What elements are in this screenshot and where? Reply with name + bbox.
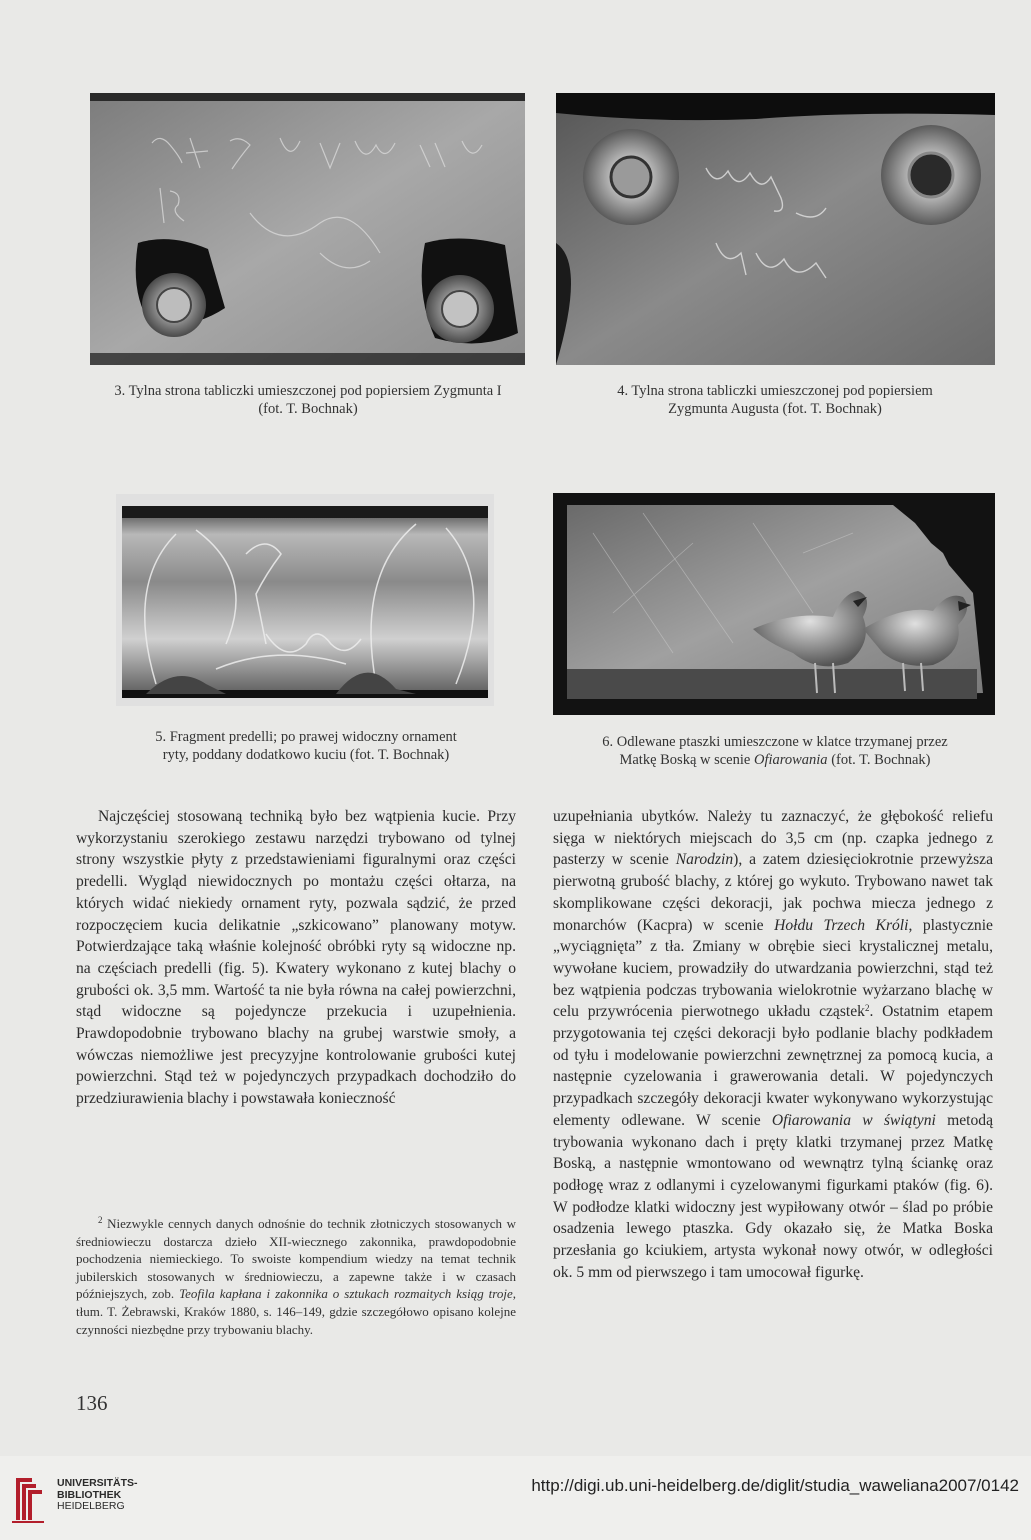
figure-4-caption-line2: Zygmunta Augusta (fot. T. Bochnak) [668,401,882,417]
library-footer [0,1456,1031,1540]
right-em-holdu: Hołdu Trzech Króli [774,916,909,934]
library-name-line3: HEIDELBERG [57,1500,125,1512]
figure-3-caption-line2: (fot. T. Bochnak) [258,401,358,417]
left-column [76,806,516,1110]
library-name-line1: UNIVERSITÄTS- [57,1477,138,1489]
right-em-ofiarowania: Ofiarowania w świątyni [771,1111,936,1129]
footnote [76,1215,516,1338]
source-url-link[interactable]: http://digi.ub.uni-heidelberg.de/diglit/studia_waweliana2007/0142 [531,1476,1019,1495]
figure-5-photo [116,494,494,706]
right-text-5: metodą trybowania wykonano dach i pręty klatki trzymanej przez Matkę Boską, a następnie wmontowano od wewnątrz tylną ściankę oraz podłogę wraz z odlanymi i cyzelowanymi figurkami ptaków (fig. 6). W podłodze klatki widoczny jest wypiłowany otwór – ślad po próbie osadzenia lewego ptaszka. Gdy okazało się, że Matka Boska przesłania go kciukiem, artysta wykonał nowy otwór, w odległości ok. 5 mm od pierwszego i tam umocował figurkę. [553,1111,993,1281]
library-name [57,1478,138,1513]
right-text-2: ), a zatem dziesięciokrotnie przewyższa pierwotną grubość blachy, z której go wykuto. Trybowano nawet tak skomplikowane części dekoracji, jak pochwa miecza jednego z monarchów (Kacpra) w scenie [553,851,993,934]
right-em-narodzin: Narodzin [675,851,734,869]
footnote-marker: 2 [98,1215,103,1225]
figure-6-caption-credit: (fot. T. Bochnak) [827,752,931,768]
library-logo-icon [10,1474,46,1524]
figure-5-caption-line1: 5. Fragment predelli; po prawej widoczny ornament [155,729,457,745]
figure-4-photo [556,93,995,365]
library-name-line2: BIBLIOTHEK [57,1488,122,1501]
right-text-4: . Ostatnim etapem przygotowania tej części dekoracji było podlanie blachy podkładem od tyłu i modelowanie powierzchni zewnętrznej za pomocą kucia, a następnie cyzelowania i grawerowania detali. W pojedynczych przypadkach szczegóły dekoracji kwater wykonywano wykorzystując elementy odlewane. W scenie [553,1003,993,1129]
figure-3-caption [78,382,538,418]
figure-6-photo [553,493,995,715]
right-column-paragraph [553,806,993,1283]
page-number: 136 [76,1391,108,1415]
left-column-paragraph: Najczęściej stosowaną techniką było bez wątpienia kucie. Przy wykorzystaniu szerokiego zestawu narzędzi trybowano od tylnej strony wszystkie płyty z przedstawieniami figuralnymi oraz części predelli. Wygląd niewidocznych po montażu części ołtarza, na których widać niekiedy ornament ryty, pozwala sądzić, że przed rozpoczęciem kucia delikatnie „szkicowano” planowany motyw. Potwierdzające taką właśnie kolejność obróbki ryty są widoczne np. na częściach predelli (fig. 5). Kwatery wykonano z kutej blachy o grubości ok. 3,5 mm. Wartość ta nie była równa na całej powierzchni, stąd widoczne są pojedyncze przekucia i uzupełnienia. Prawdopodobnie trybowano blachy na grubej warstwie smoły, a wówczas niemożliwe jest precyzyjne kontrolowanie grubości kutej powierzchni. Stąd też w pojedynczych przypadkach dochodziło do przedziurawienia blachy i powstawała konieczność [76,808,516,1108]
right-text-3: , plastycznie „wyciągnięta” z tła. Zmiany w obrębie sieci krystalicznej metalu, wywołane kuciem, prowadziły do utwardzania powierzchni, stąd też bez wątpienia podczas trybowania wielokrotnie wyżarzano blachę w celu przywrócenia pierwotnego układu cząstek [553,916,993,1021]
figure-6-caption-line2 [552,751,998,769]
figure-6-caption-line2-text: Matkę Boską w scenie [619,752,754,768]
figure-3-photo [90,93,525,365]
footnote-reference: 2 [864,1003,870,1014]
footnote-text-2: , tłum. T. Żebrawski, Kraków 1880, s. 146–149, gdzie szczegółowo opisano kolejne czynności niezbędne przy trybowaniu blachy. [76,1286,516,1337]
right-text-1: uzupełniania ubytków. Należy tu zaznaczyć, że głębokość reliefu sięga w niektórych miejscach do 3,5 cm (np. czapka jednego z pasterzy w scenie [553,808,993,869]
figure-4-caption-line1: 4. Tylna strona tabliczki umieszczonej pod popiersiem [617,383,933,399]
figure-6-caption [552,733,998,769]
footnote-book-title: Teofila kapłana i zakonnika o sztukach rozmaitych ksiąg troje [179,1286,513,1302]
footnote-paragraph [76,1215,516,1338]
figure-6-caption-line1: 6. Odlewane ptaszki umieszczone w klatce trzymanej przez [602,734,948,750]
figure-4-caption [552,382,998,418]
figure-5-caption [96,728,516,764]
figure-6-caption-scene-title: Ofiarowania [753,752,828,768]
figure-5-caption-line2: ryty, poddany dodatkowo kuciu (fot. T. Bochnak) [162,747,450,763]
footnote-text-1: Niezwykle cennych danych odnośnie do technik złotniczych stosowanych w średniowieczu dostarcza dzieło XII-wiecznego zakonnika, prawdopodobnie pochodzenia niemieckiego. To swoiste kompendium wiedzy na temat technik jubilerskich stosowanych w średniowieczu, a zapewne także i w czasach późniejszych, zob. [76,1216,516,1302]
right-column [553,806,993,1283]
figure-3-caption-line1: 3. Tylna strona tabliczki umieszczonej pod popiersiem Zygmunta I [114,383,502,399]
